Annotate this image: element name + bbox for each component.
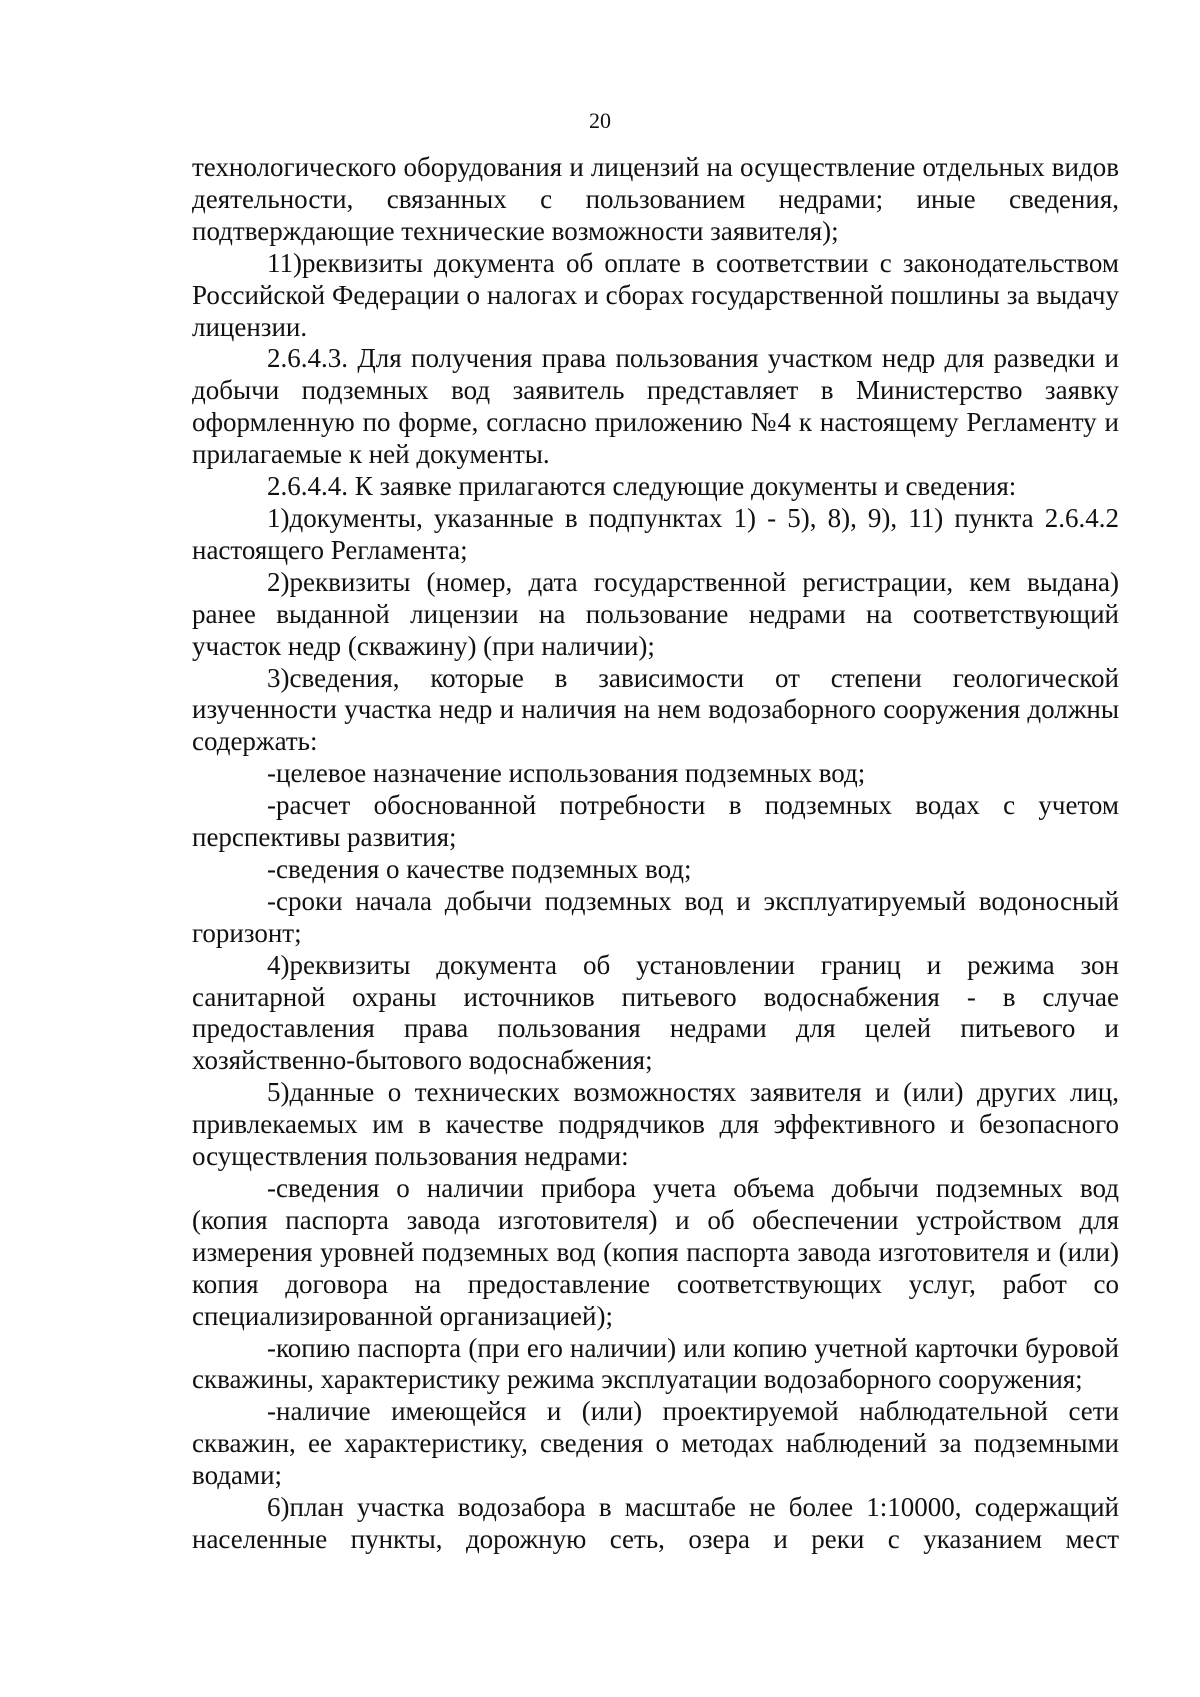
paragraph-2-6-4-3: 2.6.4.3. Для получения права пользования участком недр для разведки и добычи подземных вод заявитель представляет в Министерство заявку оформленную по форме, согласно приложению №4 к настоящему Регламенту и прилагаемые к ней документы. xyxy=(192,343,1119,470)
paragraph-item-6: 6)план участка водозабора в масштабе не более 1:10000, содержащий населенные пункты, дорожную сеть, озера и реки с указанием мест xyxy=(192,1492,1119,1554)
paragraph-bullet-terms: -сроки начала добычи подземных вод и эксплуатируемый водоносный горизонт; xyxy=(192,885,1119,948)
paragraph-2-6-4-4: 2.6.4.4. К заявке прилагаются следующие документы и сведения: xyxy=(267,471,1017,502)
paragraph-item-5: 5)данные о технических возможностях заявителя и (или) других лиц, привлекаемых им в качестве подрядчиков для эффективного и безопасного осуществления пользования недрами: xyxy=(192,1077,1119,1172)
paragraph-bullet-network: -наличие имеющейся и (или) проектируемой наблюдательной сети скважин, ее характеристику, сведения о методах наблюдений за подземными водами; xyxy=(192,1396,1119,1491)
paragraph-item-2: 2)реквизиты (номер, дата государственной регистрации, кем выдана) ранее выданной лицензии на пользование недрами на соответствующий участок недр (скважину) (при наличии); xyxy=(192,566,1119,661)
paragraph-item-3: 3)сведения, которые в зависимости от степени геологической изученности участка недр и наличия на нем водозаборного сооружения должны содержать: xyxy=(192,662,1119,757)
paragraph-continuation: технологического оборудования и лицензий на осуществление отдельных видов деятельности, связанных с пользованием недрами; иные сведения, подтверждающие технические возможности заявителя); xyxy=(192,152,1119,246)
paragraph-bullet-quality: -сведения о качестве подземных вод; xyxy=(267,853,692,884)
document-text xyxy=(192,152,1119,1556)
paragraph-bullet-meter: -сведения о наличии прибора учета объема добычи подземных вод (копия паспорта завода изготовителя) и об обеспечении устройством для измерения уровней подземных вод (копия паспорта завода изготовителя и (или) копия договора на предоставление соответствующих услуг, работ со специализированной организацией); xyxy=(192,1173,1119,1331)
paragraph-bullet-passport: -копию паспорта (при его наличии) или копию учетной карточки буровой скважины, характеристику режима эксплуатации водозаборного сооружения; xyxy=(192,1332,1119,1395)
paragraph-item-4: 4)реквизиты документа об установлении границ и режима зон санитарной охраны источников питьевого водоснабжения - в случае предоставления права пользования недрами для целей питьевого и хозяйственно-бытового водоснабжения; xyxy=(192,949,1119,1076)
paragraph-bullet-purpose: -целевое назначение использования подземных вод; xyxy=(267,758,866,789)
paragraph-item-1: 1)документы, указанные в подпунктах 1) - 5), 8), 9), 11) пункта 2.6.4.2 настоящего Регламента; xyxy=(192,502,1119,565)
page-number: 20 xyxy=(589,108,611,133)
paragraph-item-11: 11)реквизиты документа об оплате в соответствии с законодательством Российской Федерации о налогах и сборах государственной пошлины за выдачу лицензии. xyxy=(192,247,1119,342)
paragraph-bullet-demand: -расчет обоснованной потребности в подземных водах с учетом перспективы развития; xyxy=(192,790,1119,853)
